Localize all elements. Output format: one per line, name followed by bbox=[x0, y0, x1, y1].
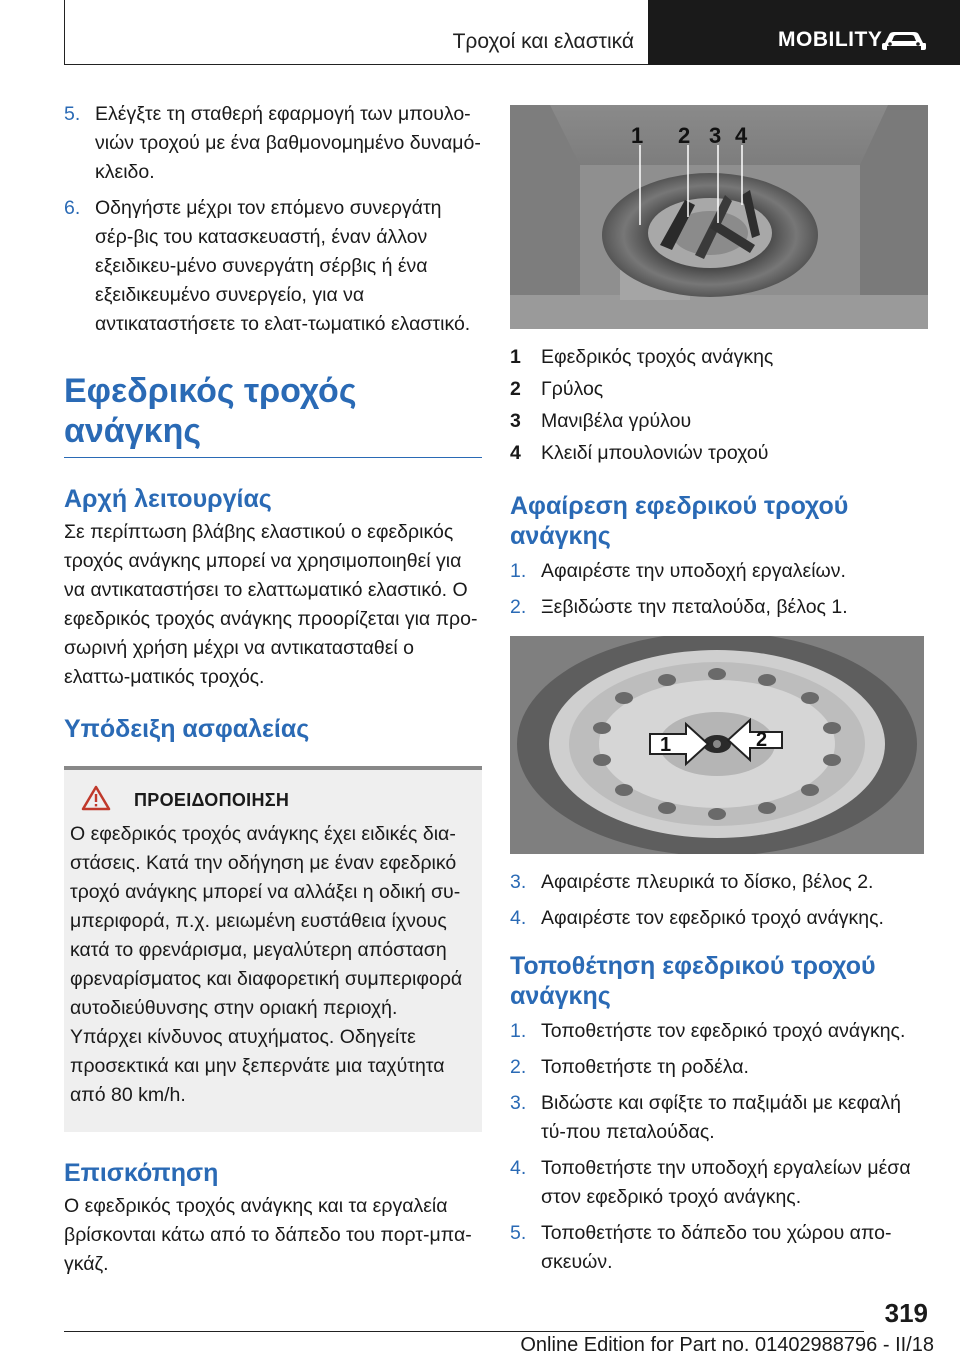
step-text: Βιδώστε και σφίξτε το παξιμάδι με κεφαλή τύ-που πεταλούδας. bbox=[541, 1092, 901, 1143]
legend-text: Εφεδρικός τροχός ανάγκης bbox=[541, 346, 774, 368]
install-heading: Τοποθέτηση εφεδρικού τροχού ανάγκης bbox=[510, 952, 876, 1010]
step-number: 3. bbox=[510, 871, 527, 893]
figure-label: 2 bbox=[756, 729, 768, 751]
legend-key: 2 bbox=[510, 378, 521, 400]
legend-item bbox=[510, 373, 930, 405]
wheel-illustration bbox=[510, 636, 924, 854]
main-heading: Εφεδρικός τροχός ανάγκης bbox=[64, 371, 482, 458]
legend-item bbox=[510, 405, 930, 437]
warning-title: ΠΡΟΕΙΔΟΠΟΙΗΣΗ bbox=[134, 790, 290, 810]
step-number: 2. bbox=[510, 1056, 527, 1078]
step-text: Τοποθετήστε τον εφεδρικό τροχό ανάγκης. bbox=[541, 1020, 906, 1042]
step-item bbox=[510, 1219, 930, 1277]
step-text: Αφαιρέστε τον εφεδρικό τροχό ανάγκης. bbox=[541, 907, 884, 929]
step-text: Τοποθετήστε τη ροδέλα. bbox=[541, 1056, 749, 1078]
step-item bbox=[510, 904, 930, 933]
legend-key: 4 bbox=[510, 442, 521, 464]
step-item bbox=[510, 593, 930, 622]
step-number: 6. bbox=[64, 197, 81, 219]
step-text: Τοποθετήστε την υποδοχή εργαλείων μέσα στον εφεδρικό τροχό ανάγκης. bbox=[541, 1157, 911, 1208]
step-number: 2. bbox=[510, 596, 527, 618]
figure-label: 3 bbox=[709, 123, 722, 148]
step-number: 1. bbox=[510, 1020, 527, 1042]
trunk-illustration bbox=[510, 105, 928, 329]
header-underline bbox=[64, 64, 648, 65]
step-item bbox=[64, 100, 482, 187]
wheel-nut-figure bbox=[510, 636, 924, 854]
step-text: Αφαιρέστε πλευρικά το δίσκο, βέλος 2. bbox=[541, 871, 874, 893]
figure-label: 2 bbox=[678, 123, 691, 148]
step-item bbox=[510, 1089, 930, 1147]
step-text: Οδηγήστε μέχρι τον επόμενο συνεργάτη σέρ-βις του κατασκευαστή, έναν άλλον εξειδικευ-μένο συνεργάτη σέρβις ή ένα εξειδικευμένο συνεργείο, για να αντικαταστήσετε το ελατ-τωματικό ελαστικό. bbox=[95, 197, 471, 335]
step-number: 1. bbox=[510, 560, 527, 582]
car-icon bbox=[881, 28, 927, 52]
trunk-spare-wheel-figure bbox=[510, 105, 928, 329]
step-text: Ελέγξτε τη σταθερή εφαρμογή των μπουλο-νιών τροχού με ένα βαθμονομημένο δυναμό-κλειδο. bbox=[95, 103, 481, 183]
step-item bbox=[510, 557, 930, 586]
left-column bbox=[64, 100, 482, 1279]
principle-text: Σε περίπτωση βλάβης ελαστικού ο εφεδρικός τροχός ανάγκης μπορεί να χρησιμοποιηθεί για να αντικαταστήσει το ελαττωματικό ελαστικό. Ο εφεδρικός τροχός ανάγκης προορίζεται για προ-σωρινή χρήση μέχρι να αντικατασταθεί ο ελαττω-ματικός τροχός. bbox=[64, 521, 478, 688]
step-item bbox=[510, 1017, 930, 1046]
figure-legend bbox=[510, 341, 930, 469]
step-text: Αφαιρέστε την υποδοχή εργαλείων. bbox=[541, 560, 846, 582]
legend-text: Γρύλος bbox=[541, 378, 604, 400]
step-number: 4. bbox=[510, 907, 527, 929]
step-number: 5. bbox=[510, 1222, 527, 1244]
warning-text: Ο εφεδρικός τροχός ανάγκης έχει ειδικές δια-στάσεις. Κατά την οδήγηση με έναν εφεδρικό τροχό ανάγκης μπορεί να αλλάξει η οδική συ-μπεριφορά, π.χ. μειωμένη ευστάθεια ίχνους κατά το φρενάρισμα, μεγαλύτερη απόσταση φρεναρίσματος και διαφορετική συμπεριφορά αυτοδιεύθυνσης στην οριακή περιοχή. Υπάρχει κίνδυνος ατυχήματος. Οδηγείτε προσεκτικά και μην ξεπερνάτε μια ταχύτητα από 80 km/h. bbox=[70, 823, 463, 1106]
step-number: 4. bbox=[510, 1157, 527, 1179]
step-text: Ξεβιδώστε την πεταλούδα, βέλος 1. bbox=[541, 596, 848, 618]
edition-info: Online Edition for Part no. 01402988796 - II/18 bbox=[520, 1334, 934, 1356]
section-title: Τροχοί και ελαστικά bbox=[452, 30, 634, 53]
legend-item bbox=[510, 341, 930, 373]
page-number: 319 bbox=[884, 1298, 928, 1328]
legend-key: 3 bbox=[510, 410, 521, 432]
step-text: Τοποθετήστε το δάπεδο του χώρου απο-σκευών. bbox=[541, 1222, 892, 1273]
legend-text: Μανιβέλα γρύλου bbox=[541, 410, 692, 432]
safety-heading: Υπόδειξη ασφαλείας bbox=[64, 715, 310, 743]
step-number: 5. bbox=[64, 103, 81, 125]
step-item bbox=[64, 194, 482, 339]
figure-label: 1 bbox=[631, 123, 644, 148]
step-item bbox=[510, 868, 930, 897]
principle-heading: Αρχή λειτουργίας bbox=[64, 485, 272, 513]
right-column bbox=[510, 100, 930, 1284]
footer-rule bbox=[64, 1331, 864, 1332]
legend-text: Κλειδί μπουλονιών τροχού bbox=[541, 442, 769, 464]
legend-key: 1 bbox=[510, 346, 521, 368]
warning-header bbox=[70, 786, 468, 814]
figure-label: 4 bbox=[735, 123, 748, 148]
removal-heading: Αφαίρεση εφεδρικού τροχού ανάγκης bbox=[510, 492, 849, 550]
step-item bbox=[510, 1053, 930, 1082]
overview-text: Ο εφεδρικός τροχός ανάγκης και τα εργαλεία βρίσκονται κάτω από το δάπεδο του πορτ-μπα-γκάζ. bbox=[64, 1195, 472, 1275]
step-item bbox=[510, 1154, 930, 1212]
figure-label: 1 bbox=[660, 734, 672, 756]
warning-box bbox=[64, 766, 482, 1132]
step-number: 3. bbox=[510, 1092, 527, 1114]
warning-triangle-icon bbox=[81, 785, 111, 811]
overview-heading: Επισκόπηση bbox=[64, 1159, 219, 1187]
legend-item bbox=[510, 437, 930, 469]
chapter-label: MOBILITY bbox=[778, 28, 883, 51]
chapter-tab bbox=[648, 0, 960, 65]
